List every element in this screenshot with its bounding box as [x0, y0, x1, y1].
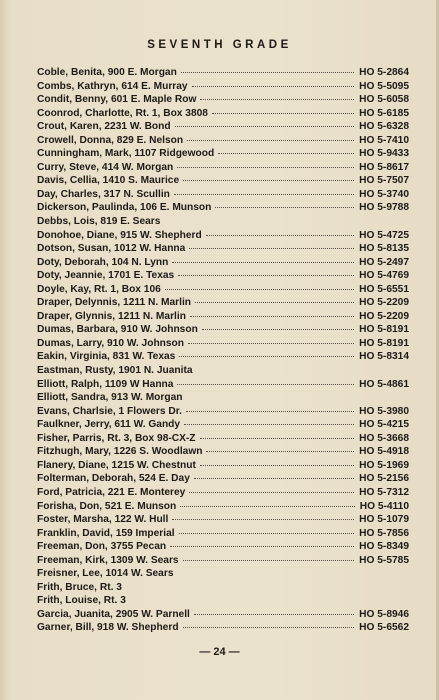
- entry-name-address: Day, Charles, 317 N. Scullin: [37, 188, 170, 200]
- entry-name-address: Franklin, David, 159 Imperial: [37, 527, 175, 539]
- entry-phone: HO 5-6058: [359, 94, 409, 106]
- entry-name-address: Donohoe, Diane, 915 W. Shepherd: [37, 229, 202, 241]
- directory-entry: [37, 554, 409, 568]
- dot-leader: [200, 465, 354, 466]
- entry-name-address: Cunningham, Mark, 1107 Ridgewood: [37, 148, 215, 160]
- directory-entry: [37, 256, 409, 270]
- entry-name-address: Garcia, Juanita, 2905 W. Parnell: [37, 608, 190, 620]
- dot-leader: [192, 86, 355, 87]
- entry-phone: HO 5-5095: [359, 80, 409, 92]
- entry-name-address: Coonrod, Charlotte, Rt. 1, Box 3808: [37, 107, 208, 119]
- entry-name-address: Forisha, Don, 521 E. Munson: [37, 500, 177, 512]
- dot-leader: [215, 207, 354, 208]
- entry-name-address: Foster, Marsha, 122 W. Hull: [37, 514, 169, 526]
- dot-leader: [187, 140, 354, 141]
- entry-name-address: Draper, Delynnis, 1211 N. Marlin: [37, 297, 192, 309]
- directory-entry: [37, 93, 409, 107]
- entry-phone: HO 5-4861: [359, 378, 409, 390]
- entry-name-address: Fisher, Parris, Rt. 3, Box 98-CX-Z: [37, 432, 196, 444]
- entry-name-address: Faulkner, Jerry, 611 W. Gandy: [37, 419, 181, 431]
- entry-phone: HO 5-4918: [359, 446, 409, 458]
- dot-leader: [212, 113, 354, 114]
- directory-entry: [37, 459, 409, 473]
- entry-phone: HO 5-2209: [359, 310, 409, 322]
- entry-name-address: Dumas, Barbara, 910 W. Johnson: [37, 324, 198, 336]
- directory-entry: [37, 242, 409, 256]
- directory-entry: [37, 621, 409, 635]
- dot-leader: [202, 329, 354, 330]
- dot-leader: [178, 275, 354, 276]
- directory-entry: [37, 500, 409, 514]
- dot-leader: [165, 289, 354, 290]
- entry-phone: HO 5-8946: [359, 608, 409, 620]
- entry-phone: HO 5-9788: [359, 202, 409, 214]
- entry-phone: HO 5-5785: [359, 554, 409, 566]
- directory-entry: [37, 134, 409, 148]
- entry-name-address: Freeman, Kirk, 1309 W. Sears: [37, 554, 179, 566]
- entry-phone: HO 5-3980: [359, 405, 409, 417]
- directory-entry: [37, 107, 409, 121]
- dot-leader: [183, 180, 354, 181]
- entry-name-address: Draper, Glynnis, 1211 N. Marlin: [37, 310, 186, 322]
- directory-entry: [37, 188, 409, 202]
- dot-leader: [181, 72, 354, 73]
- entry-name-address: Freeman, Don, 3755 Pecan: [37, 541, 167, 553]
- directory-entry: [37, 432, 409, 446]
- entry-phone: HO 5-8191: [359, 324, 409, 336]
- entry-phone: HO 5-4769: [359, 270, 409, 282]
- entry-phone: HO 5-6562: [359, 622, 409, 634]
- entry-phone: HO 5-7856: [359, 527, 409, 539]
- entry-phone: HO 5-4725: [359, 229, 409, 241]
- entry-phone: HO 5-7507: [359, 175, 409, 187]
- directory-entry: [37, 378, 409, 392]
- entry-phone: HO 5-6551: [359, 283, 409, 295]
- dot-leader: [172, 519, 354, 520]
- directory-entry: [37, 66, 409, 80]
- entry-name-address: Curry, Steve, 414 W. Morgan: [37, 161, 174, 173]
- entry-phone: HO 5-3740: [359, 188, 409, 200]
- entry-phone: HO 5-7312: [359, 486, 409, 498]
- entry-phone: HO 5-2209: [359, 297, 409, 309]
- entry-name-address: Folterman, Deborah, 524 E. Day: [37, 473, 190, 485]
- dot-leader: [177, 384, 354, 385]
- directory-entry: [37, 350, 409, 364]
- entry-name-address: Garner, Bill, 918 W. Shepherd: [37, 622, 179, 634]
- dot-leader: [184, 424, 354, 425]
- entry-name-address: Dotson, Susan, 1012 W. Hanna: [37, 243, 186, 255]
- entry-phone: HO 5-1969: [359, 459, 409, 471]
- dot-leader: [172, 262, 354, 263]
- entry-name-address: Doty, Jeannie, 1701 E. Texas: [37, 270, 175, 282]
- dot-leader: [170, 546, 354, 547]
- dot-leader: [177, 167, 354, 168]
- entry-name-address: Combs, Kathryn, 614 E. Murray: [37, 80, 188, 92]
- dot-leader: [188, 343, 354, 344]
- directory-entry: [37, 540, 409, 554]
- dot-leader: [174, 194, 354, 195]
- entry-phone: HO 5-6185: [359, 107, 409, 119]
- entry-name-address: Crowell, Donna, 829 E. Nelson: [37, 134, 184, 146]
- dot-leader: [194, 478, 354, 479]
- page-heading: SEVENTH GRADE: [147, 39, 292, 51]
- directory-entry: [37, 120, 409, 134]
- entry-name-address: Doyle, Kay, Rt. 1, Box 106: [37, 283, 161, 295]
- entry-phone: HO 5-2156: [359, 473, 409, 485]
- entry-name-address: Crout, Karen, 2231 W. Bond: [37, 121, 171, 133]
- directory-entry: [37, 283, 409, 297]
- entry-phone: HO 5-2497: [359, 256, 409, 268]
- entry-name-address: Evans, Charlsie, 1 Flowers Dr.: [37, 405, 182, 417]
- entry-name-address: Elliott, Sandra, 913 W. Morgan: [37, 392, 183, 404]
- directory-entry: [37, 80, 409, 94]
- directory-entry: [37, 174, 409, 188]
- entry-phone: HO 5-9433: [359, 148, 409, 160]
- entry-name-address: Fitzhugh, Mary, 1226 S. Woodlawn: [37, 446, 203, 458]
- entry-phone: HO 5-8349: [359, 541, 409, 553]
- entry-name-address: Eastman, Rusty, 1901 N. Juanita: [37, 365, 193, 377]
- directory-entry: [37, 269, 409, 283]
- dot-leader: [200, 438, 355, 439]
- dot-leader: [180, 506, 354, 507]
- directory-entry: [37, 323, 409, 337]
- entry-name-address: Coble, Benita, 900 E. Morgan: [37, 67, 177, 78]
- directory-entry: [37, 310, 409, 324]
- dot-leader: [206, 235, 354, 236]
- entry-name-address: Davis, Cellia, 1410 S. Maurice: [37, 175, 180, 187]
- directory-entry: [37, 608, 409, 622]
- dot-leader: [218, 153, 354, 154]
- dot-leader: [190, 316, 354, 317]
- entry-phone: HO 5-7410: [359, 134, 409, 146]
- directory-entry: [37, 581, 409, 595]
- entry-name-address: Debbs, Lois, 819 E. Sears: [37, 216, 161, 228]
- entry-name-address: Freisner, Lee, 1014 W. Sears: [37, 568, 174, 580]
- entry-name-address: Eakin, Virginia, 831 W. Texas: [37, 351, 176, 363]
- directory-entry: [37, 567, 409, 581]
- directory-entry: [37, 201, 409, 215]
- entry-phone: HO 5-2864: [359, 67, 409, 78]
- directory-entry: [37, 486, 409, 500]
- dot-leader: [183, 627, 355, 628]
- page-number: — 24 —: [199, 646, 240, 658]
- directory-entry: [37, 296, 409, 310]
- entry-phone: HO 5-4110: [359, 500, 409, 512]
- entry-name-address: Ford, Patricia, 221 E. Monterey: [37, 486, 186, 498]
- directory-entry: [37, 364, 409, 378]
- entry-name-address: Dumas, Larry, 910 W. Johnson: [37, 337, 185, 349]
- dot-leader: [206, 451, 354, 452]
- directory-entry: [37, 472, 409, 486]
- dot-leader: [179, 533, 355, 534]
- directory-list: [37, 66, 409, 635]
- directory-entry: [37, 161, 409, 175]
- directory-entry: [37, 215, 409, 229]
- directory-entry: [37, 527, 409, 541]
- directory-entry: [37, 391, 409, 405]
- dot-leader: [189, 248, 354, 249]
- directory-entry: [37, 147, 409, 161]
- entry-phone: HO 5-8314: [359, 351, 409, 363]
- directory-entry: [37, 513, 409, 527]
- dot-leader: [189, 492, 354, 493]
- directory-entry: [37, 594, 409, 608]
- dot-leader: [194, 614, 354, 615]
- directory-entry: [37, 337, 409, 351]
- entry-phone: HO 5-8617: [359, 161, 409, 173]
- directory-entry: [37, 405, 409, 419]
- dot-leader: [183, 560, 355, 561]
- dot-leader: [200, 99, 354, 100]
- entry-phone: HO 5-8135: [359, 243, 409, 255]
- dot-leader: [179, 356, 354, 357]
- directory-entry: [37, 445, 409, 459]
- dot-leader: [175, 126, 355, 127]
- dot-leader: [186, 411, 354, 412]
- dot-leader: [195, 302, 354, 303]
- entry-phone: HO 5-4215: [359, 419, 409, 431]
- entry-name-address: Elliott, Ralph, 1109 W Hanna: [37, 378, 174, 390]
- entry-phone: HO 5-1079: [359, 514, 409, 526]
- directory-entry: [37, 229, 409, 243]
- entry-name-address: Frith, Louise, Rt. 3: [37, 595, 126, 607]
- entry-name-address: Dickerson, Paulinda, 106 E. Munson: [37, 202, 212, 214]
- directory-entry: [37, 418, 409, 432]
- entry-phone: HO 5-8191: [359, 337, 409, 349]
- entry-name-address: Doty, Deborah, 104 N. Lynn: [37, 256, 169, 268]
- entry-name-address: Flanery, Diane, 1215 W. Chestnut: [37, 459, 196, 471]
- entry-phone: HO 5-6328: [359, 121, 409, 133]
- entry-name-address: Frith, Bruce, Rt. 3: [37, 581, 122, 593]
- entry-phone: HO 5-3668: [359, 432, 409, 444]
- entry-name-address: Condit, Benny, 601 E. Maple Row: [37, 94, 197, 106]
